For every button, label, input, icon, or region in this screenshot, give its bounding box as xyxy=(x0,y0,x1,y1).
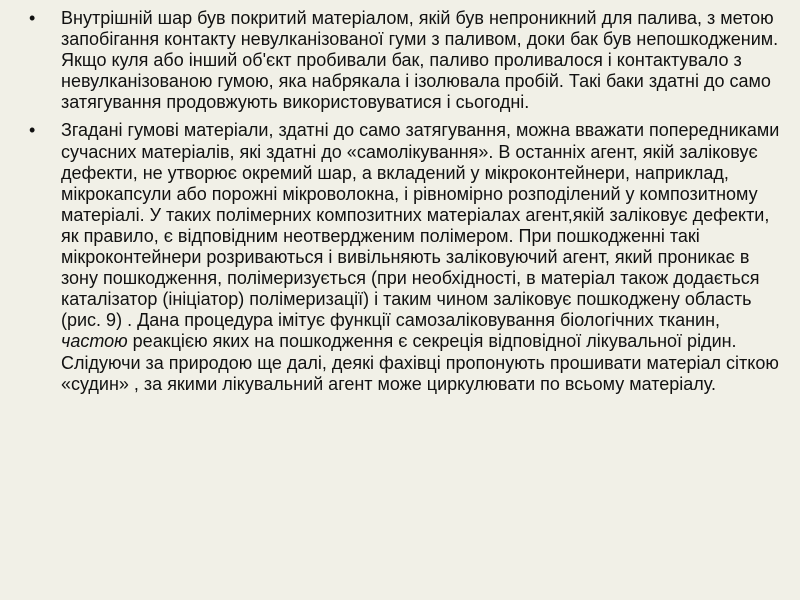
paragraph-1-text: Внутрішній шар був покритий матеріалом, якій був непроникний для палива, з метою запобігання контакту невулканізованої гуми з паливом, доки бак був непошкодженим. Якщо куля або інший об'єкт пробивали бак, паливо проливалося і контактувало з невулканізованою гумою, яка набрякала і ізолювала пробій. Такі баки здатні до само затягування продовжують використовуватися і сьогодні. xyxy=(61,8,779,113)
bullet-dot-icon: • xyxy=(29,8,36,28)
paragraph-2-text xyxy=(61,120,780,394)
bullet-dot-icon: • xyxy=(29,120,36,141)
bullet-list xyxy=(24,8,780,402)
paragraph-2-after: реакцією яких на пошкодження є секреція відповідної лікувальної рідин. Слідуючи за природою ще далі, деякі фахівці пропонують прошивати матеріал сіткою «судин» , за якими лікувальний агент може циркулювати по всьому матеріалу. xyxy=(61,331,779,394)
bullet-item-2 xyxy=(24,120,780,394)
bullet-item-1 xyxy=(24,8,780,113)
paragraph-2-before: Згадані гумові матеріали, здатні до само затягування, можна вважати попередниками сучасних матеріалів, які здатні до «самолікування». В останніх агент, якій заліковує дефекти, не утворює окремий шар, а вкладений у мікроконтейнери, наприклад, мікрокапсули або порожні мікроволокна, і рівномірно розподілений у композитному матеріалі. У таких полімерних композитних матеріалах агент,якій заліковує дефекти, як правило, є відповідним неотвердженим полімером. При пошкодженні такі мікроконтейнери розриваються і вивільняють заліковуючий агент, який проникає в зону пошкодження, полімеризується (при необхідності, в матеріал також додається каталізатор (ініціатор) полімеризації) і таким чином заліковує пошкоджену область (рис. 9) . Дана процедура імітує функції самозаліковування біологічних тканин, xyxy=(61,120,780,331)
paragraph-2-italic-word: частою xyxy=(61,331,128,352)
